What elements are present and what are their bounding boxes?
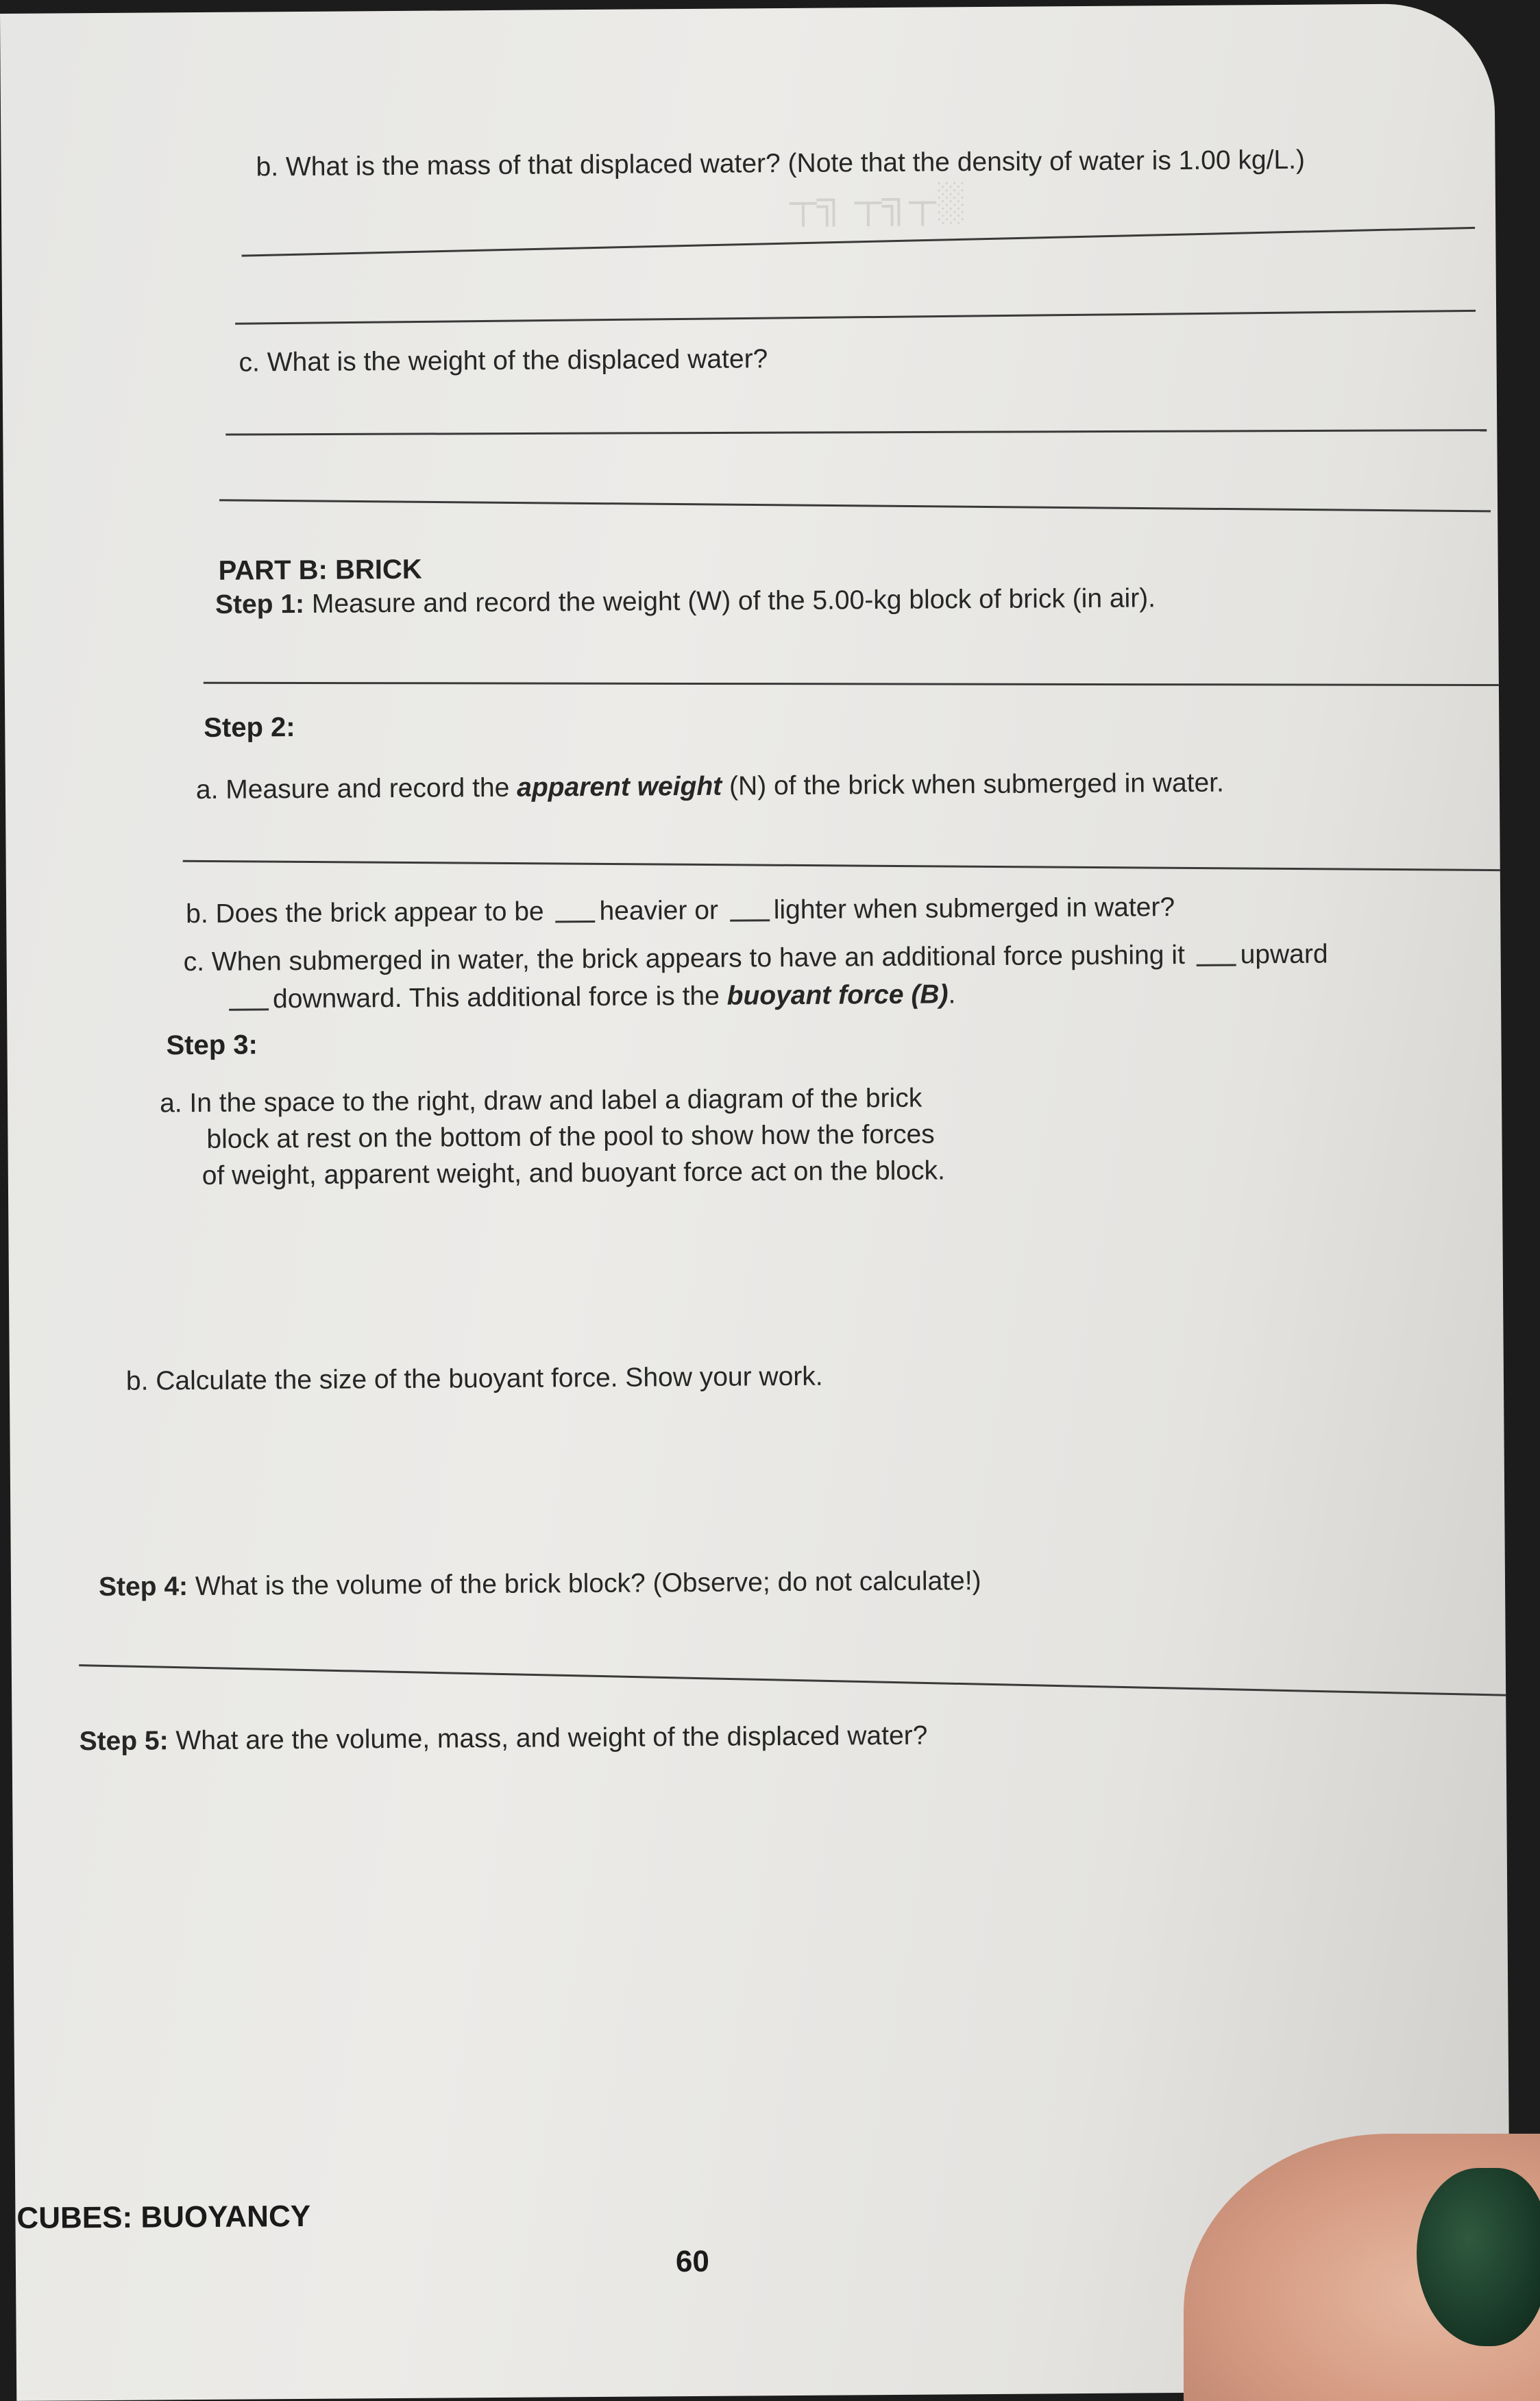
- question-c-weight: c. What is the weight of the displaced water?: [239, 344, 768, 378]
- step-2a: [196, 768, 1224, 805]
- step-2c-line1: [183, 937, 1328, 978]
- answer-line[interactable]: [235, 310, 1476, 325]
- step-2a-text-end: (N) of the brick when submerged in water.: [722, 768, 1225, 801]
- bleed-through-text: ┬╗ ┬╗┬░: [789, 179, 964, 223]
- question-b-mass: b. What is the mass of that displaced water? (Note that the density of water is 1.00 kg/L.): [256, 145, 1306, 182]
- step-2c-text: c. When submerged in water, the brick appears to have an additional force pushing it: [183, 940, 1193, 977]
- answer-line[interactable]: [225, 429, 1487, 435]
- step-5-label: Step 5:: [79, 1726, 169, 1757]
- worksheet-page: [0, 3, 1511, 2401]
- step-1-text: Measure and record the weight (W) of the 5.00-kg block of brick (in air).: [304, 583, 1156, 619]
- step-1-label: Step 1:: [215, 589, 305, 620]
- step-3-label: Step 3:: [166, 1029, 258, 1061]
- page-number: 60: [675, 2244, 710, 2279]
- step-5: [79, 1721, 927, 1757]
- answer-line[interactable]: [183, 860, 1506, 871]
- downward-blank[interactable]: [229, 982, 269, 1010]
- step-2b-text: b. Does the brick appear to be: [186, 897, 552, 929]
- step-1: [215, 583, 1156, 620]
- footer-title: CUBES: BUOYANCY: [16, 2199, 311, 2235]
- downward-option: downward. This additional force is the: [272, 981, 727, 1014]
- step-3a-line2: block at rest on the bottom of the pool to show how the forces: [206, 1119, 935, 1154]
- buoyant-force-term: buoyant force (B): [726, 979, 949, 1011]
- step-4: [99, 1566, 981, 1602]
- step-2c-line2: [225, 977, 956, 1014]
- step-5-text: What are the volume, mass, and weight of the displaced water?: [168, 1720, 928, 1756]
- binder-notch: [1510, 1090, 1540, 1186]
- upward-option: upward: [1240, 939, 1328, 970]
- part-b-title: PART B: BRICK: [218, 554, 422, 586]
- step-3a-line3: of weight, apparent weight, and buoyant force act on the block.: [201, 1156, 946, 1191]
- step-4-label: Step 4:: [98, 1572, 188, 1602]
- step-3b: b. Calculate the size of the buoyant force. Show your work.: [125, 1361, 823, 1396]
- lighter-option: lighter when submerged in water?: [773, 892, 1175, 925]
- lighter-blank[interactable]: [730, 892, 770, 921]
- step-2-label: Step 2:: [204, 712, 295, 743]
- answer-line[interactable]: [242, 227, 1476, 257]
- step-2b: [186, 890, 1175, 929]
- apparent-weight-term: apparent weight: [517, 771, 722, 803]
- answer-line[interactable]: [79, 1664, 1511, 1696]
- step-3a-line1: a. In the space to the right, draw and label a diagram of the brick: [159, 1083, 922, 1119]
- step-2a-text: a. Measure and record the: [195, 772, 517, 805]
- heavier-blank[interactable]: [555, 894, 595, 923]
- upward-blank[interactable]: [1196, 937, 1236, 966]
- step-4-text: What is the volume of the brick block? (Observe; do not calculate!): [187, 1566, 981, 1602]
- answer-line[interactable]: [219, 499, 1491, 512]
- period: .: [948, 979, 956, 1010]
- binder-notch: [1510, 247, 1540, 343]
- heavier-option: heavier or: [599, 895, 726, 926]
- answer-line[interactable]: [204, 682, 1499, 686]
